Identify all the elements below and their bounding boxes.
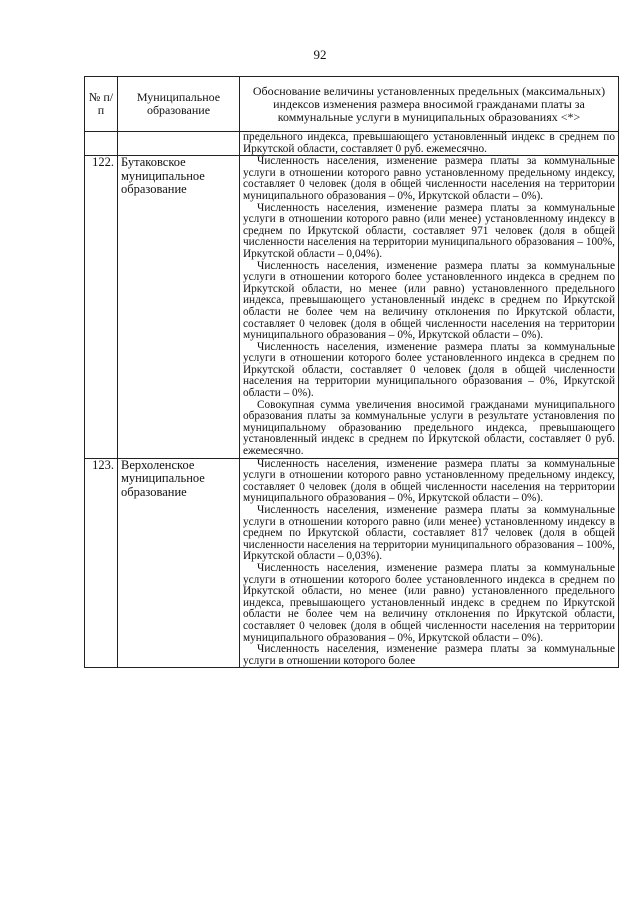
table-row: [85, 458, 619, 668]
justification-text: [240, 458, 619, 668]
paragraph: Совокупная сумма увеличения вносимой гражданами муниципального образования платы за коммунальные услуги в результате установления по муниципальному образованию предельного индекса, превышающего установленный индекс в среднем по Иркутской области, составляет 0 руб. ежемесячно.: [243, 398, 615, 458]
continuation-text: [240, 132, 619, 156]
paragraph: Численность населения, изменение размера платы за коммунальные услуги в отношении которого равно (или менее) установленному индексу в среднем по Иркутской области, составляет 817 человек (доля в общей численности населения на территории муниципального образования – 100%, Иркутской области – 0,03%).: [243, 504, 615, 563]
municipality-name: Верхоленское муниципальное образование: [118, 458, 240, 668]
continuation-num: [85, 132, 118, 156]
paragraph: Численность населения, изменение размера платы за коммунальные услуги в отношении которого более установленного индекса в среднем по Иркутской области, составляет 0 человек (доля в общей численности населения на территории муниципального образования – 0%, Иркутской области – 0%).: [243, 340, 615, 400]
header-num: № п/п: [85, 77, 118, 132]
paragraph: Численность населения, изменение размера платы за коммунальные услуги в отношении которого равно установленному предельному индексу, составляет 0 человек (доля в общей численности населения на территории муниципального образования – 0%, Иркутской области – 0%).: [243, 457, 615, 505]
paragraph: предельного индекса, превышающего установленный индекс в среднем по Иркутской области, составляет 0 руб. ежемесячно.: [243, 131, 615, 155]
paragraph: Численность населения, изменение размера платы за коммунальные услуги в отношении которого более: [243, 643, 615, 667]
paragraph: Численность населения, изменение размера платы за коммунальные услуги в отношении которого более установленного индекса в среднем по Иркутской области, но менее (или равно) установленного предельного индекса, превышающего установленный индекс в среднем по Иркутской области не более чем на величину отклонения по Иркутской области, составляет 0 человек (доля в общей численности населения на территории муниципального образования – 0%, Иркутской области – 0%).: [243, 561, 615, 644]
paragraph: Численность населения, изменение размера платы за коммунальные услуги в отношении которого равно установленному предельному индексу, составляет 0 человек (доля в общей численности населения на территории муниципального образования – 0%, Иркутской области – 0%).: [243, 155, 615, 202]
municipality-name: Бутаковское муниципальное образование: [118, 156, 240, 458]
page-number: 92: [313, 47, 327, 62]
row-number: 122.: [85, 156, 118, 458]
paragraph: Численность населения, изменение размера платы за коммунальные услуги в отношении которого более установленного индекса в среднем по Иркутской области, но менее (или равно) установленного предельного индекса, превышающего установленный индекс в среднем по Иркутской области не более чем на величину отклонения по Иркутской области, составляет 0 человек (доля в общей численности населения на территории муниципального образования – 0%, Иркутской области – 0%).: [243, 259, 615, 342]
row-number: 123.: [85, 458, 118, 668]
justification-text: [240, 156, 619, 458]
continuation-municipality: [118, 132, 240, 156]
header-row: [85, 77, 619, 132]
continuation-row: [85, 132, 619, 156]
header-justification: Обоснование величины установленных предельных (максимальных) индексов изменения размера вносимой гражданами платы за коммунальные услуги в муниципальных образованиях <*>: [240, 77, 619, 132]
header-municipality: Муниципальное образование: [118, 77, 240, 132]
paragraph: Численность населения, изменение размера платы за коммунальные услуги в отношении которого равно (или менее) установленному индексу в среднем по Иркутской области, составляет 971 человек (доля в общей численности населения на территории муниципального образования – 100%, Иркутской области – 0,04%).: [243, 201, 615, 260]
justification-table: [84, 76, 619, 668]
table-row: [85, 156, 619, 458]
